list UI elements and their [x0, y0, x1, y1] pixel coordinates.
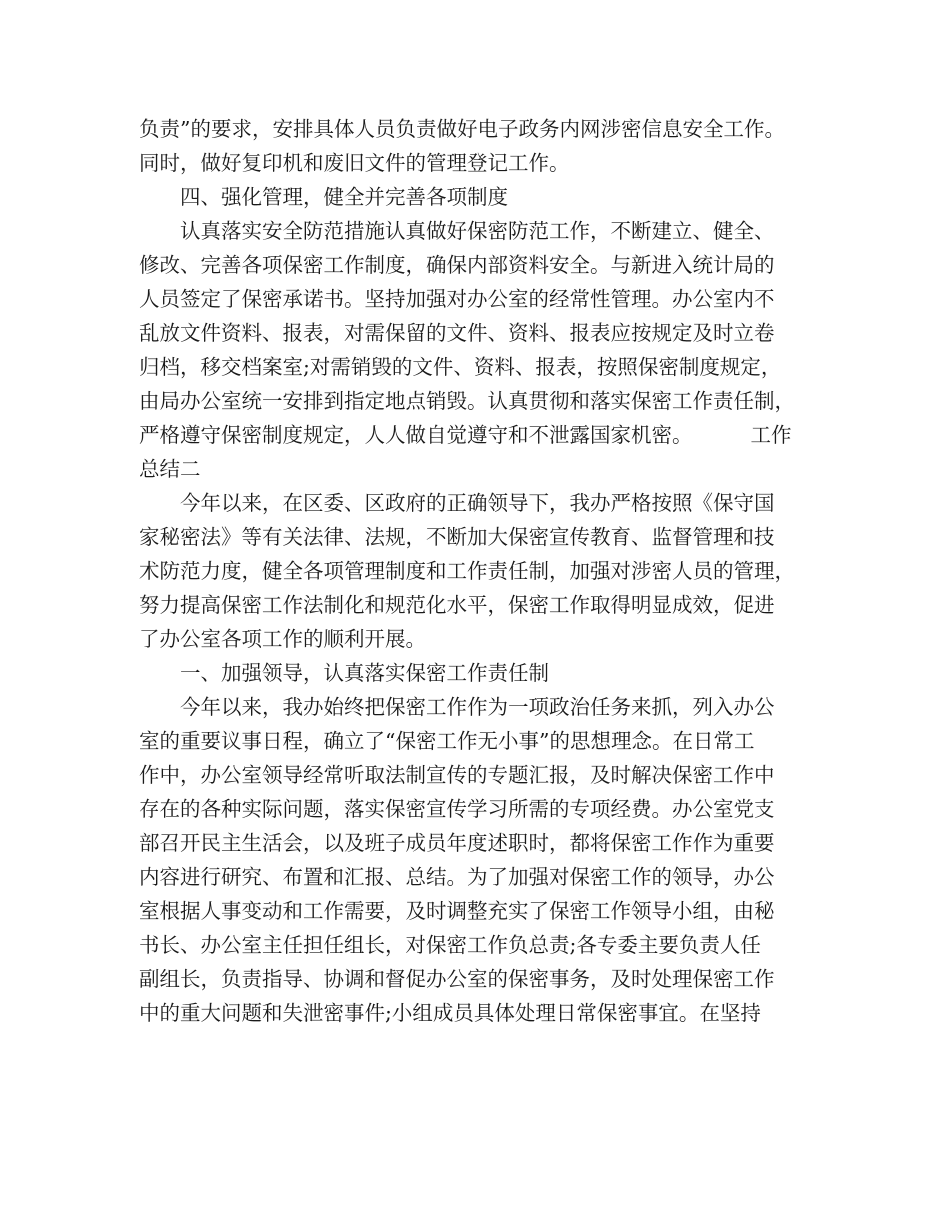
text-line-content: 部召开民主生活会，以及班子成员年度述职时，都将保密工作作为重要	[139, 831, 775, 855]
text-line-content: 负责”的要求，安排具体人员负责做好电子政务内网涉密信息安全工作。	[139, 117, 785, 141]
text-line-content: 中的重大问题和失泄密事件;小组成员具体处理日常保密事宜。在坚持	[139, 1001, 761, 1025]
text-line-content: 今年以来，在区委、区政府的正确领导下，我办严格按照《保守国	[180, 491, 775, 515]
text-line	[139, 316, 823, 350]
text-line-content: 归档，移交档案室;对需销毁的文件、资料、报表，按照保密制度规定，	[139, 355, 782, 379]
text-line-content: 内容进行研究、布置和汇报、总结。为了加强对保密工作的领导，办公	[139, 865, 775, 889]
text-line	[139, 452, 823, 486]
text-line-content: 四、强化管理，健全并完善各项制度	[180, 185, 508, 209]
text-line	[139, 928, 823, 962]
text-line-content: 术防范力度，健全各项管理制度和工作责任制，加强对涉密人员的管理，	[139, 559, 795, 583]
text-line	[139, 486, 823, 520]
text-line	[139, 418, 823, 452]
text-line-content: 总结二	[139, 457, 201, 481]
text-line	[139, 350, 823, 384]
text-line-content: 由局办公室统一安排到指定地点销毁。认真贯彻和落实保密工作责任制，	[139, 389, 795, 413]
text-line	[139, 656, 823, 690]
text-line-content: 副组长，负责指导、协调和督促办公室的保密事务，及时处理保密工作	[139, 967, 775, 991]
text-line-content: 室的重要议事日程，确立了“保密工作无小事”的思想理念。在日常工	[139, 729, 755, 753]
text-line	[139, 554, 823, 588]
text-line	[139, 894, 823, 928]
text-line	[139, 622, 823, 656]
text-line	[139, 758, 823, 792]
text-line-content: 乱放文件资料、报表，对需保留的文件、资料、报表应按规定及时立卷	[139, 321, 775, 345]
text-line	[139, 248, 823, 282]
text-line-content: 存在的各种实际问题，落实保密宣传学习所需的专项经费。办公室党支	[139, 797, 775, 821]
text-line-content: 认真落实安全防范措施认真做好保密防范工作，不断建立、健全、	[180, 219, 775, 243]
text-line-content: 严格遵守保密制度规定，人人做自觉遵守和不泄露国家机密。	[139, 423, 693, 447]
text-line-content: 人员签定了保密承诺书。坚持加强对办公室的经常性管理。办公室内不	[139, 287, 775, 311]
text-line	[139, 520, 823, 554]
text-line	[139, 962, 823, 996]
text-line	[139, 690, 823, 724]
text-line-trailing: 工作	[750, 423, 792, 447]
text-line-content: 今年以来，我办始终把保密工作作为一项政治任务来抓，列入办公	[180, 695, 775, 719]
text-line	[139, 826, 823, 860]
text-line	[139, 996, 823, 1030]
text-line-content: 作中，办公室领导经常听取法制宣传的专题汇报，及时解决保密工作中	[139, 763, 775, 787]
text-line-content: 了办公室各项工作的顺利开展。	[139, 627, 426, 651]
document-body	[139, 112, 823, 1030]
text-line	[139, 384, 823, 418]
text-line	[139, 180, 823, 214]
text-line-content: 家秘密法》等有关法律、法规，不断加大保密宣传教育、监督管理和技	[139, 525, 775, 549]
text-line	[139, 724, 823, 758]
text-line	[139, 214, 823, 248]
text-line-content: 努力提高保密工作法制化和规范化水平，保密工作取得明显成效，促进	[139, 593, 775, 617]
text-line-content: 室根据人事变动和工作需要，及时调整充实了保密工作领导小组，由秘	[139, 899, 775, 923]
text-line	[139, 146, 823, 180]
text-line	[139, 282, 823, 316]
text-line	[139, 860, 823, 894]
text-line-content: 同时，做好复印机和废旧文件的管理登记工作。	[139, 151, 570, 175]
text-line	[139, 112, 823, 146]
text-line-content: 书长、办公室主任担任组长，对保密工作负总责;各专委主要负责人任	[139, 933, 761, 957]
text-line-content: 修改、完善各项保密工作制度，确保内部资料安全。与新进入统计局的	[139, 253, 775, 277]
text-line	[139, 792, 823, 826]
text-line	[139, 588, 823, 622]
text-line-content: 一、加强领导，认真落实保密工作责任制	[180, 661, 549, 685]
